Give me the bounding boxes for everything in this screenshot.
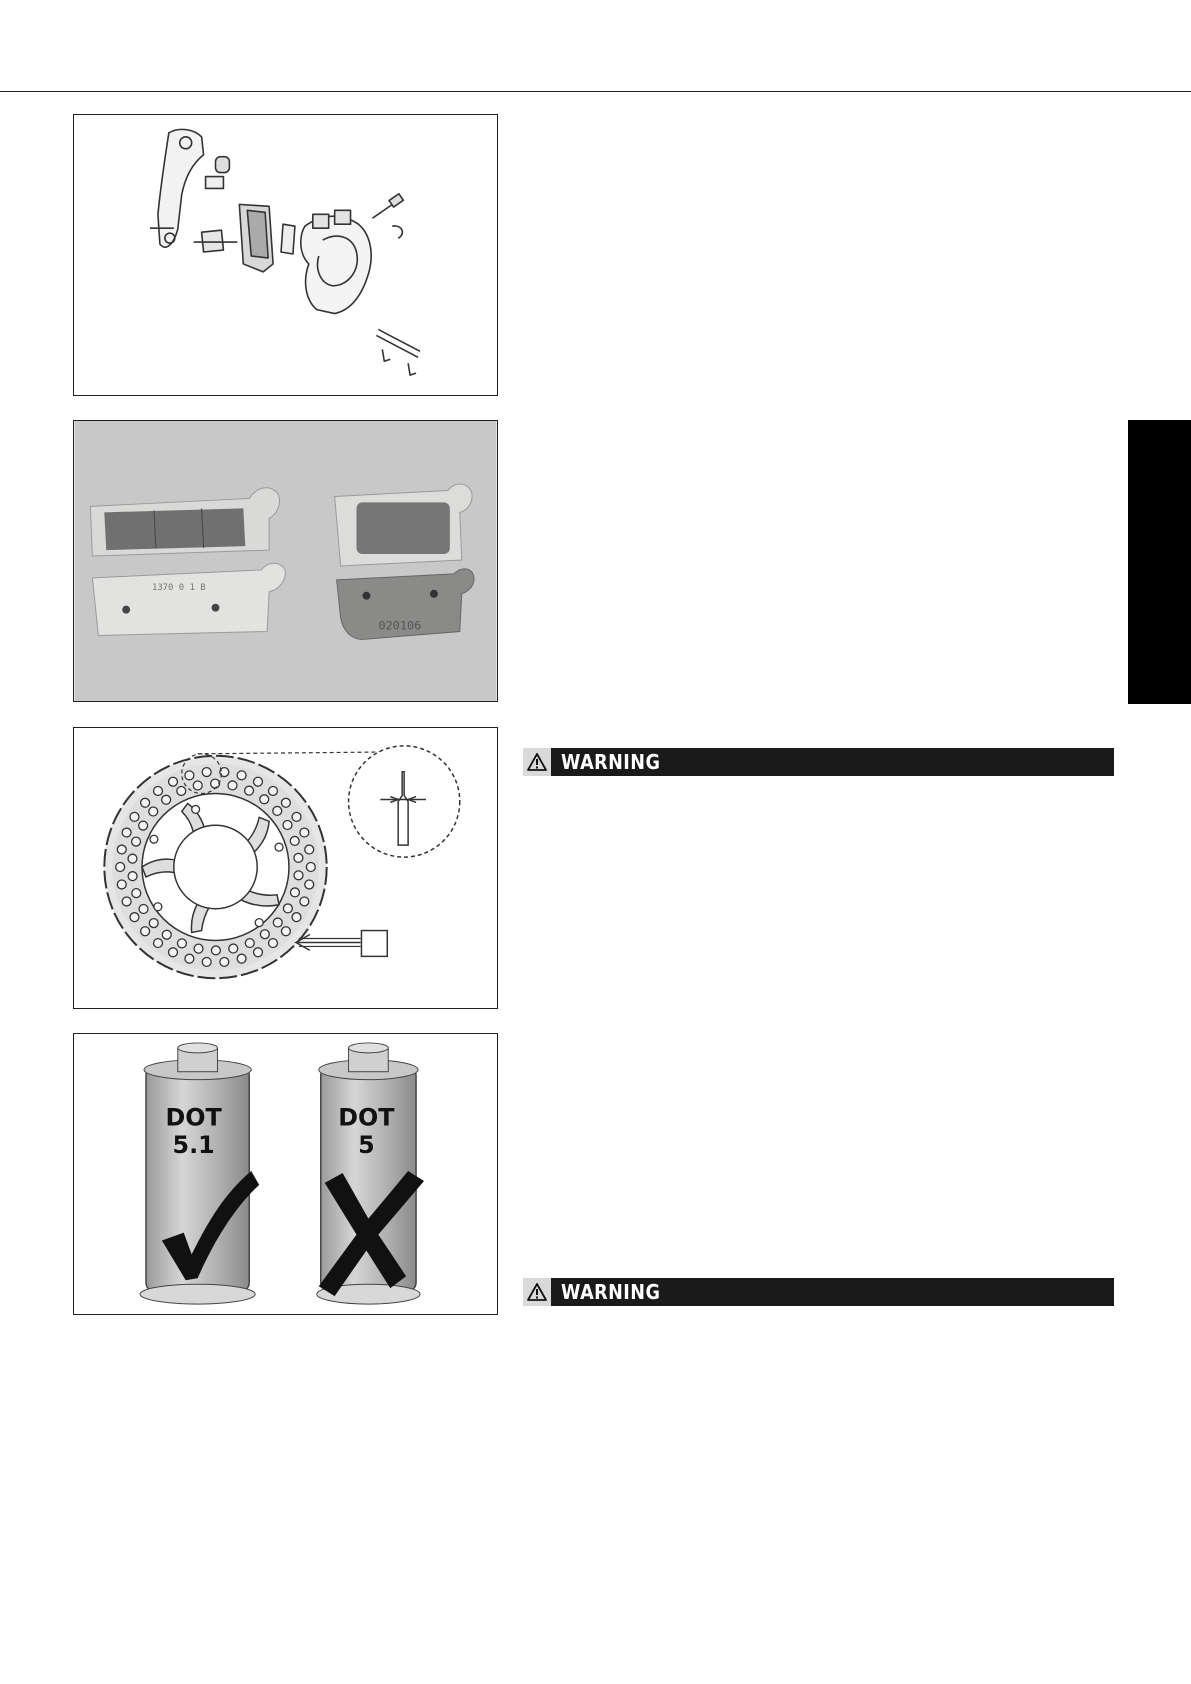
disc-hole <box>139 905 148 914</box>
disc-hole <box>283 821 292 830</box>
disc-hole <box>193 781 202 790</box>
warning-banner <box>523 1278 1114 1306</box>
disc-hole <box>237 771 246 780</box>
disc-hole <box>305 880 314 889</box>
disc-hole <box>292 913 301 922</box>
disc-hole <box>185 771 194 780</box>
disc-hole <box>122 828 131 837</box>
disc-hole <box>169 777 178 786</box>
disc-hole <box>220 957 229 966</box>
callout-box <box>361 931 387 957</box>
disc-hole <box>177 939 186 948</box>
disc-hole <box>139 821 148 830</box>
brake-caliper-exploded-view <box>73 114 498 396</box>
disc-hole <box>141 927 150 936</box>
disc-hole <box>269 939 278 948</box>
disc-hole <box>273 918 282 927</box>
disc-hole <box>211 946 220 955</box>
disc-hole <box>294 871 303 880</box>
disc-hole <box>300 828 309 837</box>
rear-pad-backing <box>337 569 474 640</box>
can-left-line-1: DOT <box>165 1103 222 1132</box>
disc-hole <box>254 948 263 957</box>
disc-hole <box>162 930 171 939</box>
disc-hole <box>169 948 178 957</box>
disc-hole <box>177 786 186 795</box>
dot-5-1-can <box>140 1043 259 1304</box>
disc-hole <box>290 888 299 897</box>
disc-hole <box>162 795 171 804</box>
chapter-tab <box>1128 420 1191 704</box>
disc-hole <box>132 889 141 898</box>
warning-label: WARNING <box>561 1280 661 1304</box>
brake-pads-photo <box>73 420 498 702</box>
disc-hole <box>130 913 139 922</box>
can-right-line-1: DOT <box>338 1103 395 1132</box>
disc-hole <box>294 853 303 862</box>
disc-hole <box>306 863 315 872</box>
rear-pad-lining <box>335 484 472 566</box>
disc-hole <box>245 786 254 795</box>
brake-disc-diagram <box>73 727 498 1009</box>
disc-hole <box>202 957 211 966</box>
can-right-line-2: 5 <box>358 1131 375 1160</box>
disc-hole <box>283 904 292 913</box>
disc-hole <box>116 863 125 872</box>
warning-banner <box>523 748 1114 776</box>
disc-hole <box>260 795 269 804</box>
disc-hole <box>154 786 163 795</box>
warning-triangle-icon <box>523 748 551 776</box>
disc-hole <box>154 939 163 948</box>
disc-hole <box>117 845 126 854</box>
disc-hole <box>141 798 150 807</box>
disc-hole <box>229 944 238 953</box>
disc-hole <box>254 777 263 786</box>
warning-label: WARNING <box>561 750 661 774</box>
disc-hole <box>117 880 126 889</box>
rear-pad-marking: 020106 <box>378 618 422 633</box>
disc-hole <box>122 897 131 906</box>
disc-hole <box>202 768 211 777</box>
disc-hole <box>290 836 299 845</box>
disc-hole <box>132 837 141 846</box>
disc-hole <box>269 786 278 795</box>
disc-hole <box>128 872 137 881</box>
header-rule <box>0 91 1191 92</box>
disc-hole <box>281 927 290 936</box>
disc-hole <box>305 845 314 854</box>
disc-hole <box>194 944 203 953</box>
warning-triangle-icon <box>523 1278 551 1306</box>
disc-hole <box>130 812 139 821</box>
disc-hole <box>185 954 194 963</box>
disc-hole <box>292 812 301 821</box>
disc-hole <box>228 781 237 790</box>
disc-hole <box>237 954 246 963</box>
disc-hole <box>281 798 290 807</box>
disc-hole <box>300 897 309 906</box>
dot-5-can <box>317 1043 424 1304</box>
svg-text:1370 0 1 B: 1370 0 1 B <box>151 582 206 593</box>
disc-hole <box>245 939 254 948</box>
disc-hole <box>128 854 137 863</box>
disc-hole <box>260 930 269 939</box>
can-left-line-2: 5.1 <box>172 1131 215 1160</box>
disc-hole <box>149 919 158 928</box>
brake-fluid-comparison <box>73 1033 498 1315</box>
disc-hole <box>273 806 282 815</box>
disc-hole <box>149 807 158 816</box>
